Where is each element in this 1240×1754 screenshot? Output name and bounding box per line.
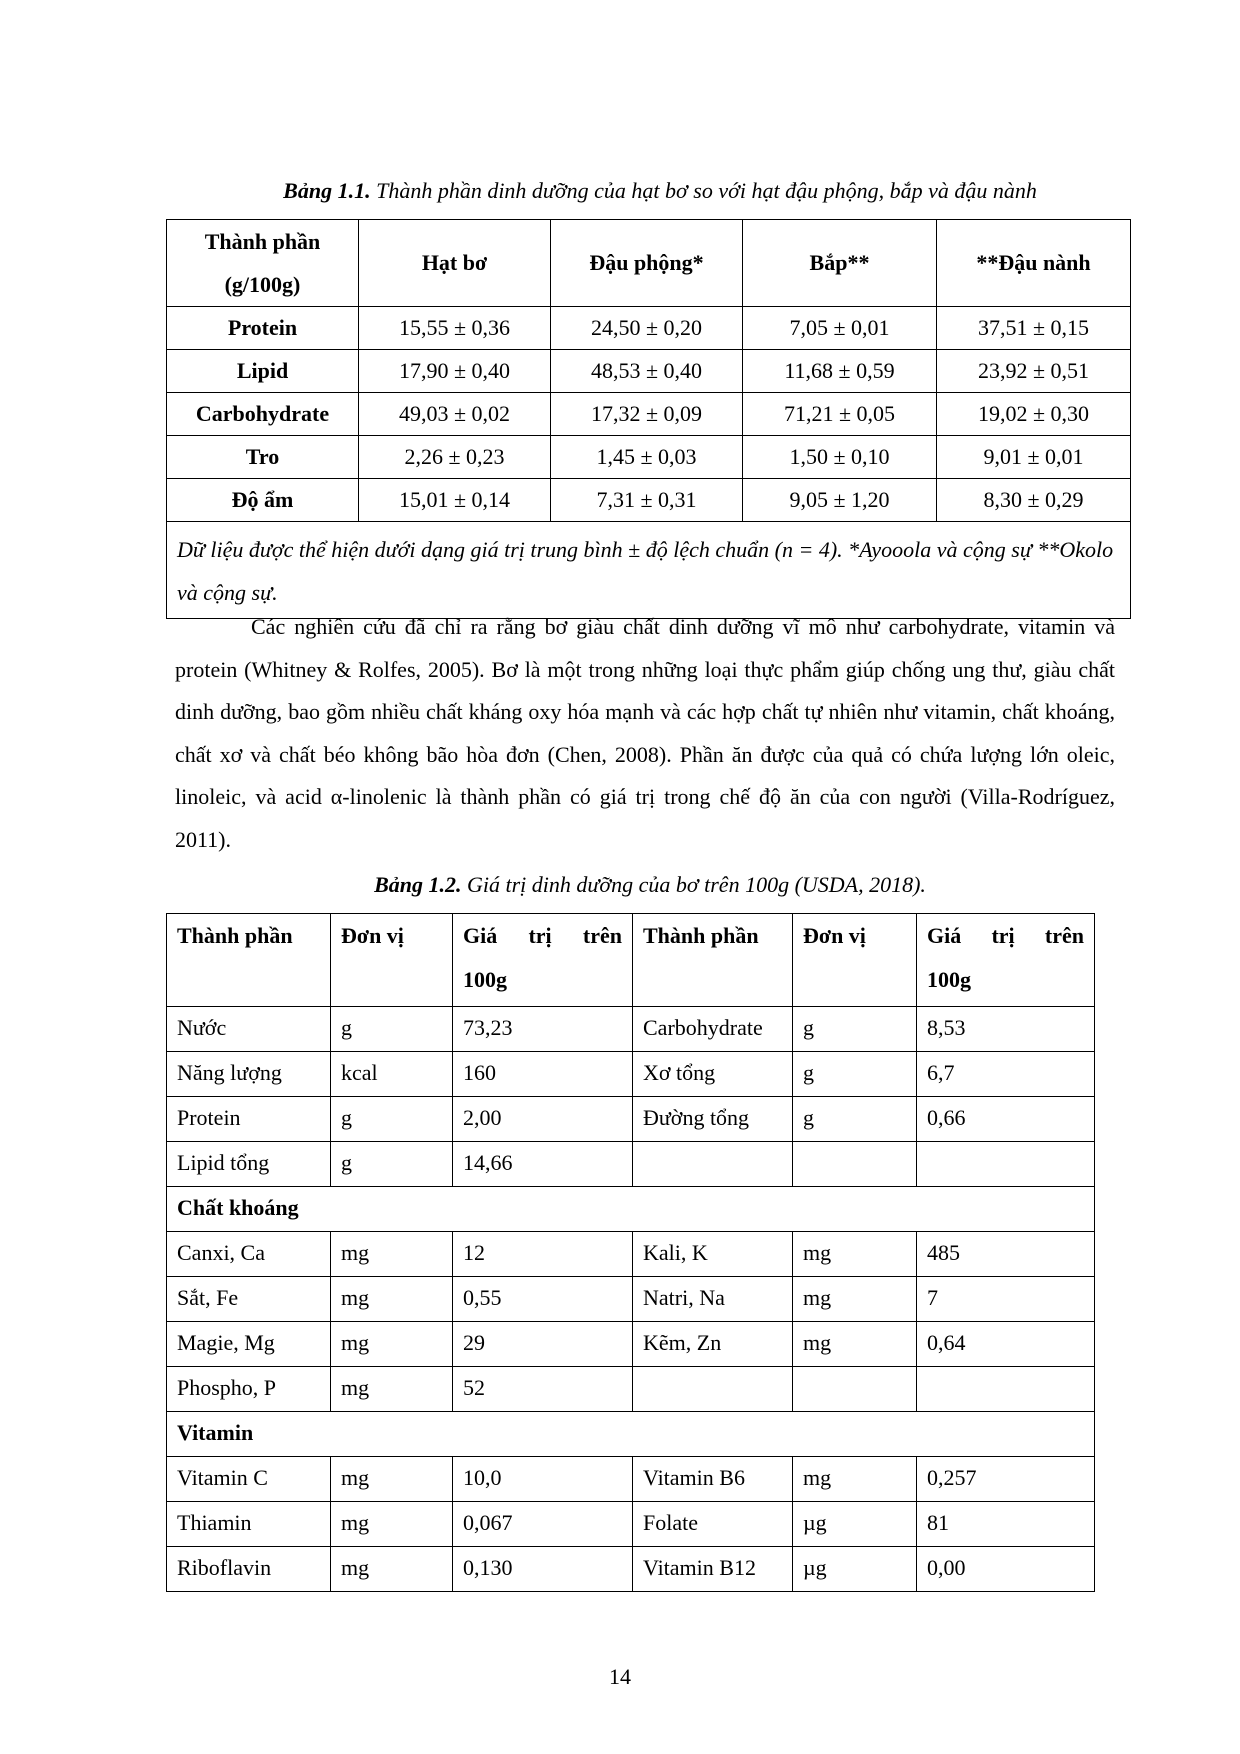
table-cell: Protein [167, 1097, 331, 1142]
table-cell: 160 [453, 1052, 633, 1097]
header-cell: Thành phần (g/100g) [167, 220, 359, 307]
header-cell: Đậu phộng* [551, 220, 743, 307]
table-cell: g [331, 1007, 453, 1052]
table-cell: 19,02 ± 0,30 [937, 393, 1131, 436]
table-row [167, 1097, 1095, 1142]
table-cell: mg [793, 1277, 917, 1322]
table-cell: 10,0 [453, 1457, 633, 1502]
table-cell: mg [331, 1547, 453, 1592]
table-cell: Folate [633, 1502, 793, 1547]
table-cell: mg [331, 1457, 453, 1502]
table-cell: Phospho, P [167, 1367, 331, 1412]
header-word: trị [528, 923, 552, 948]
table1-caption [40, 178, 1240, 204]
table-cell [917, 1142, 1095, 1187]
header-word: 100g [463, 967, 507, 992]
mineral-rows [167, 1232, 1095, 1412]
table-cell: mg [793, 1232, 917, 1277]
table-cell: 0,130 [453, 1547, 633, 1592]
table-cell: Đường tổng [633, 1097, 793, 1142]
table-cell: 81 [917, 1502, 1095, 1547]
table-cell: Natri, Na [633, 1277, 793, 1322]
table-cell: g [793, 1007, 917, 1052]
section-vitamins: Vitamin [167, 1412, 1095, 1457]
table-row [167, 1547, 1095, 1592]
table-cell: 6,7 [917, 1052, 1095, 1097]
table-cell: 7,31 ± 0,31 [551, 479, 743, 522]
table-cell: 49,03 ± 0,02 [359, 393, 551, 436]
table-note: Dữ liệu được thể hiện dưới dạng giá trị trung bình ± độ lệch chuẩn (n = 4). *Ayooola và cộng sự **Okolo và cộng sự. [167, 522, 1131, 619]
table-row [167, 1052, 1095, 1097]
table-cell [793, 1367, 917, 1412]
table-cell: mg [331, 1502, 453, 1547]
table-cell: 7 [917, 1277, 1095, 1322]
table-cell: g [331, 1142, 453, 1187]
table-cell: 9,05 ± 1,20 [743, 479, 937, 522]
header-cell: Bắp** [743, 220, 937, 307]
nutrition-comparison-table [166, 219, 1131, 619]
table-cell [917, 1367, 1095, 1412]
table-cell: Riboflavin [167, 1547, 331, 1592]
table-row [167, 1232, 1095, 1277]
header-word: trên [582, 923, 622, 948]
table-row [167, 1142, 1095, 1187]
table-cell: Canxi, Ca [167, 1232, 331, 1277]
header-word: Giá [927, 923, 962, 948]
row-label: Tro [167, 436, 359, 479]
table-cell: 8,30 ± 0,29 [937, 479, 1131, 522]
table-cell: Kali, K [633, 1232, 793, 1277]
table-header-row [167, 914, 1095, 1007]
table-cell: 71,21 ± 0,05 [743, 393, 937, 436]
row-label: Độ ẩm [167, 479, 359, 522]
section-minerals: Chất khoáng [167, 1187, 1095, 1232]
table-cell: 24,50 ± 0,20 [551, 307, 743, 350]
header-cell: Đơn vị [331, 914, 453, 1007]
header-cell [917, 914, 1095, 1007]
table-cell: g [793, 1052, 917, 1097]
table-cell: mg [793, 1457, 917, 1502]
table-cell: 15,01 ± 0,14 [359, 479, 551, 522]
header-word: 100g [927, 967, 971, 992]
table-cell: 8,53 [917, 1007, 1095, 1052]
header-cell: Đơn vị [793, 914, 917, 1007]
table-cell: mg [331, 1322, 453, 1367]
table-row [167, 393, 1131, 436]
table-cell: Magie, Mg [167, 1322, 331, 1367]
table-cell: mg [793, 1322, 917, 1367]
section-row [167, 1412, 1095, 1457]
row-label: Protein [167, 307, 359, 350]
table-cell: 23,92 ± 0,51 [937, 350, 1131, 393]
table-cell: µg [793, 1547, 917, 1592]
table-cell: µg [793, 1502, 917, 1547]
table-row [167, 1007, 1095, 1052]
table-cell: 0,067 [453, 1502, 633, 1547]
table-cell: mg [331, 1367, 453, 1412]
table-row [167, 350, 1131, 393]
header-cell: **Đậu nành [937, 220, 1131, 307]
table2-caption-text: Giá trị dinh dưỡng của bơ trên 100g (USDA, 2018). [461, 872, 926, 897]
vitamin-rows [167, 1457, 1095, 1592]
table-row [167, 436, 1131, 479]
table-row [167, 1367, 1095, 1412]
table-row [167, 1457, 1095, 1502]
page-number: 14 [609, 1664, 631, 1689]
table-row [167, 307, 1131, 350]
table-cell: 2,26 ± 0,23 [359, 436, 551, 479]
table-cell: Năng lượng [167, 1052, 331, 1097]
table-cell [633, 1142, 793, 1187]
table-cell [793, 1142, 917, 1187]
table-cell: 7,05 ± 0,01 [743, 307, 937, 350]
header-cell: Thành phần [633, 914, 793, 1007]
table-cell: g [331, 1097, 453, 1142]
table-row [167, 479, 1131, 522]
table-cell: 0,55 [453, 1277, 633, 1322]
table-cell: 12 [453, 1232, 633, 1277]
table-cell: 2,00 [453, 1097, 633, 1142]
table-cell: 73,23 [453, 1007, 633, 1052]
table-row [167, 1502, 1095, 1547]
table-cell: Vitamin B6 [633, 1457, 793, 1502]
table-cell: 485 [917, 1232, 1095, 1277]
table-cell: 14,66 [453, 1142, 633, 1187]
header-cell: Thành phần [167, 914, 331, 1007]
table-cell: Vitamin C [167, 1457, 331, 1502]
general-rows [167, 1007, 1095, 1187]
table1-caption-label: Bảng 1.1. [283, 178, 371, 203]
table-cell: 29 [453, 1322, 633, 1367]
table-row [167, 1277, 1095, 1322]
table-cell: Kẽm, Zn [633, 1322, 793, 1367]
table-cell: 17,90 ± 0,40 [359, 350, 551, 393]
table-cell: Thiamin [167, 1502, 331, 1547]
table-cell: 11,68 ± 0,59 [743, 350, 937, 393]
header-word: trị [991, 923, 1015, 948]
header-word: Giá [463, 923, 498, 948]
table-cell: mg [331, 1277, 453, 1322]
table-cell: Sắt, Fe [167, 1277, 331, 1322]
table-cell: Nước [167, 1007, 331, 1052]
header-word: trên [1044, 923, 1084, 948]
table-cell [633, 1367, 793, 1412]
table-cell: Vitamin B12 [633, 1547, 793, 1592]
table-cell: 17,32 ± 0,09 [551, 393, 743, 436]
table-cell: kcal [331, 1052, 453, 1097]
table-cell: 0,64 [917, 1322, 1095, 1367]
avocado-nutrition-table [166, 913, 1095, 1592]
header-cell [453, 914, 633, 1007]
section-row [167, 1187, 1095, 1232]
table-note-row [167, 522, 1131, 619]
table-cell: 0,257 [917, 1457, 1095, 1502]
table-cell: 15,55 ± 0,36 [359, 307, 551, 350]
table-header-row [167, 220, 1131, 307]
table-cell: g [793, 1097, 917, 1142]
table-cell: 9,01 ± 0,01 [937, 436, 1131, 479]
table-cell: 52 [453, 1367, 633, 1412]
table-cell: 48,53 ± 0,40 [551, 350, 743, 393]
table1-caption-text: Thành phần dinh dưỡng của hạt bơ so với hạt đậu phộng, bắp và đậu nành [370, 178, 1037, 203]
table-cell: Lipid tổng [167, 1142, 331, 1187]
body-paragraph: Các nghiên cứu đã chỉ ra rằng bơ giàu chất dinh dưỡng vĩ mô như carbohydrate, vitamin và protein (Whitney & Rolfes, 2005). Bơ là một trong những loại thực phẩm giúp chống ung thư, giàu chất dinh dưỡng, bao gồm nhiều chất kháng oxy hóa mạnh và các hợp chất tự nhiên như vitamin, chất khoáng, chất xơ và chất béo không bão hòa đơn (Chen, 2008). Phần ăn được của quả có chứa lượng lớn oleic, linoleic, và acid α-linolenic là thành phần có giá trị trong chế độ ăn của con người (Villa-Rodríguez, 2011). [175, 614, 1115, 852]
table-cell: mg [331, 1232, 453, 1277]
row-label: Carbohydrate [167, 393, 359, 436]
table-cell: Xơ tổng [633, 1052, 793, 1097]
table-cell: 1,50 ± 0,10 [743, 436, 937, 479]
table-cell: 37,51 ± 0,15 [937, 307, 1131, 350]
table-cell: 0,66 [917, 1097, 1095, 1142]
header-cell: Hạt bơ [359, 220, 551, 307]
table-row [167, 1322, 1095, 1367]
table-cell: 1,45 ± 0,03 [551, 436, 743, 479]
table2-caption-label: Bảng 1.2. [374, 872, 462, 897]
table-cell: Carbohydrate [633, 1007, 793, 1052]
table-cell: 0,00 [917, 1547, 1095, 1592]
row-label: Lipid [167, 350, 359, 393]
table2-caption [30, 872, 1240, 898]
